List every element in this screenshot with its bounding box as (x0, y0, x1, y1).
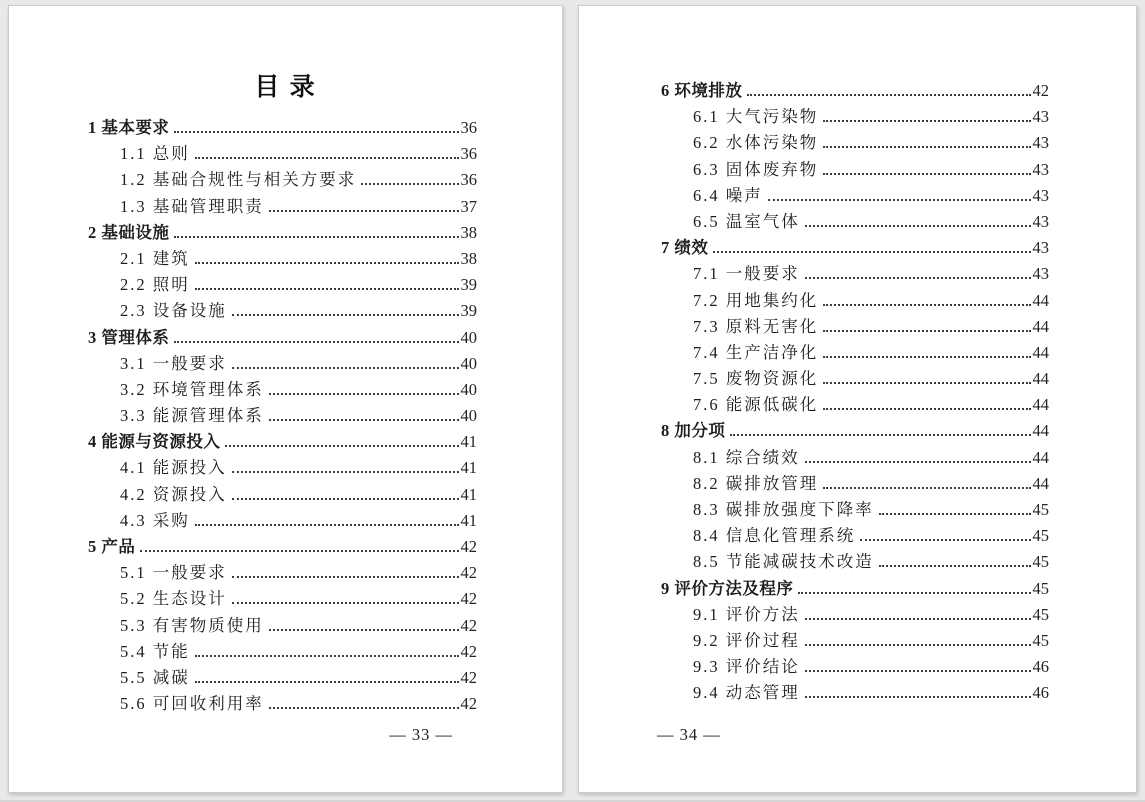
dot-leader (232, 367, 459, 369)
toc-entry-page-number: 42 (460, 667, 477, 687)
toc-entry[interactable] (661, 575, 1049, 601)
toc-entry-page-number: 42 (460, 694, 477, 714)
toc-entry[interactable] (661, 470, 1049, 496)
dot-leader (823, 408, 1030, 410)
toc-entry-page-number: 42 (460, 641, 477, 661)
toc-entry-label: 4.2 资源投入 (120, 484, 227, 504)
dot-leader (823, 173, 1030, 175)
toc-entry-label: 8.1 综合绩效 (693, 447, 800, 467)
dot-leader (860, 539, 1030, 541)
toc-entry-page-number: 43 (1032, 133, 1049, 153)
dot-leader (805, 696, 1031, 698)
toc-entry-label: 1.2 基础合规性与相关方要求 (120, 170, 357, 190)
toc-entry[interactable] (88, 245, 477, 271)
toc-entry-page-number: 43 (1032, 107, 1049, 127)
page-number-footer-33: — 33 — (389, 725, 453, 744)
dot-leader (269, 210, 459, 212)
toc-entry-page-number: 41 (460, 510, 477, 530)
toc-entry-page-number: 38 (460, 222, 477, 242)
toc-entry-label: 9.2 评价过程 (693, 630, 800, 650)
dot-leader (195, 157, 459, 159)
toc-entry-label: 7.5 废物资源化 (693, 369, 819, 389)
toc-entry[interactable] (88, 166, 477, 192)
toc-entry-page-number: 41 (460, 484, 477, 504)
toc-entry-page-number: 36 (460, 144, 477, 164)
dot-leader (823, 356, 1030, 358)
toc-entry-label: 1.3 基础管理职责 (120, 196, 264, 216)
toc-entry-page-number: 41 (460, 432, 477, 452)
toc-entry-page-number: 45 (1032, 526, 1049, 546)
toc-entry-label: 8 加分项 (661, 421, 726, 441)
dot-leader (805, 644, 1031, 646)
dot-leader (140, 550, 458, 552)
toc-entry-page-number: 40 (460, 406, 477, 426)
toc-entry-label: 3.2 环境管理体系 (120, 379, 264, 399)
dot-leader (823, 487, 1030, 489)
toc-entry-label: 8.3 碳排放强度下降率 (693, 500, 874, 519)
dot-leader (269, 707, 459, 709)
dot-leader (805, 461, 1031, 463)
toc-entry[interactable] (661, 601, 1049, 627)
toc-entry-page-number: 38 (460, 248, 477, 268)
toc-entry[interactable] (88, 324, 477, 350)
toc-entry-label: 5.3 有害物质使用 (120, 615, 264, 635)
toc-entry-page-number: 44 (1032, 316, 1049, 336)
toc-entry-label: 7.3 原料无害化 (693, 316, 819, 336)
toc-entry-label: 4 能源与资源投入 (88, 432, 221, 452)
dot-leader (232, 314, 459, 316)
toc-entry-page-number: 37 (460, 196, 477, 216)
toc-entry-page-number: 43 (1032, 185, 1049, 205)
toc-entry[interactable] (88, 350, 477, 376)
dot-leader (805, 225, 1031, 227)
toc-entry[interactable] (661, 339, 1049, 365)
toc-entry[interactable] (88, 481, 477, 507)
toc-entry[interactable] (88, 376, 477, 402)
toc-entry[interactable] (661, 627, 1049, 653)
toc-entry[interactable] (661, 208, 1049, 234)
toc-entry[interactable] (661, 653, 1049, 679)
document-page-34 (578, 5, 1137, 793)
toc-entry-label: 5.1 一般要求 (120, 563, 227, 583)
toc-entry-label: 3.1 一般要求 (120, 353, 227, 373)
toc-entry[interactable] (88, 612, 477, 638)
dot-leader (269, 419, 459, 421)
toc-entry-page-number: 40 (460, 327, 477, 347)
toc-entry-page-number: 36 (460, 118, 477, 137)
toc-entry-page-number: 46 (1032, 657, 1049, 677)
toc-entry-label: 5.4 节能 (120, 641, 190, 661)
toc-entry[interactable] (661, 182, 1049, 208)
toc-entry-label: 2.3 设备设施 (120, 301, 227, 321)
toc-entry[interactable] (661, 103, 1049, 129)
toc-entry-page-number: 45 (1032, 552, 1049, 572)
toc-entry-page-number: 43 (1032, 238, 1049, 258)
toc-entry[interactable] (88, 402, 477, 428)
toc-entry-page-number: 43 (1032, 159, 1049, 179)
toc-entry[interactable] (88, 664, 477, 690)
toc-entry[interactable] (88, 690, 477, 716)
toc-entry[interactable] (661, 287, 1049, 313)
toc-entry-page-number: 44 (1032, 395, 1049, 415)
toc-entry[interactable] (661, 260, 1049, 286)
toc-entry[interactable] (88, 533, 477, 559)
dot-leader (269, 393, 459, 395)
toc-entry-page-number: 44 (1032, 369, 1049, 389)
dot-leader (225, 445, 458, 447)
toc-entry-label: 6.5 温室气体 (693, 211, 800, 231)
toc-entry-label: 7.1 一般要求 (693, 264, 800, 284)
toc-entry-label: 2.1 建筑 (120, 248, 190, 268)
toc-entry[interactable] (661, 417, 1049, 443)
toc-entry-label: 3 管理体系 (88, 327, 170, 347)
dot-leader (195, 288, 459, 290)
toc-entry[interactable] (661, 444, 1049, 470)
toc-entry-page-number: 40 (460, 353, 477, 373)
dot-leader (713, 251, 1030, 253)
toc-entry-label: 1 基本要求 (88, 118, 170, 137)
toc-entry-page-number: 39 (460, 301, 477, 321)
toc-entry[interactable] (88, 271, 477, 297)
toc-entry[interactable] (88, 507, 477, 533)
toc-entry[interactable] (88, 428, 477, 454)
dot-leader (361, 183, 458, 185)
dot-leader (823, 146, 1030, 148)
toc-entry-label: 5.6 可回收利用率 (120, 694, 264, 714)
toc-entry-label: 9.4 动态管理 (693, 683, 800, 703)
dot-leader (823, 330, 1030, 332)
dot-leader (195, 681, 459, 683)
toc-entry[interactable] (661, 77, 1049, 103)
toc-entry-page-number: 45 (1032, 500, 1049, 519)
toc-list-right (661, 77, 1049, 706)
dot-leader (269, 629, 459, 631)
toc-entry[interactable] (88, 114, 477, 140)
toc-entry-page-number: 41 (460, 458, 477, 478)
toc-entry-page-number: 45 (1032, 604, 1049, 624)
dot-leader (879, 565, 1031, 567)
dot-leader (195, 655, 459, 657)
toc-entry-page-number: 40 (460, 379, 477, 399)
toc-entry-label: 1.1 总则 (120, 144, 190, 164)
toc-title: 目 录 (254, 74, 317, 101)
dot-leader (747, 94, 1030, 96)
toc-entry-page-number: 44 (1032, 342, 1049, 362)
toc-entry[interactable] (661, 391, 1049, 417)
toc-entry[interactable] (661, 129, 1049, 155)
toc-entry-label: 7.2 用地集约化 (693, 290, 819, 310)
toc-entry-page-number: 46 (1032, 683, 1049, 703)
toc-entry-label: 7 绩效 (661, 238, 709, 258)
dot-leader (805, 277, 1031, 279)
dot-leader (805, 670, 1031, 672)
toc-entry-label: 6.2 水体污染物 (693, 133, 819, 153)
toc-entry[interactable] (88, 638, 477, 664)
toc-entry-page-number: 43 (1032, 264, 1049, 284)
toc-entry-page-number: 42 (460, 563, 477, 583)
toc-entry-page-number: 36 (460, 170, 477, 190)
toc-entry-label: 2.2 照明 (120, 275, 190, 295)
toc-entry-label: 6.4 噪声 (693, 185, 763, 205)
toc-entry-page-number: 42 (460, 615, 477, 635)
toc-entry-page-number: 44 (1032, 421, 1049, 441)
toc-entry[interactable] (661, 679, 1049, 705)
toc-entry-label: 6 环境排放 (661, 81, 743, 100)
toc-list-left (88, 114, 477, 716)
toc-entry[interactable] (88, 219, 477, 245)
dot-leader (798, 592, 1030, 594)
dot-leader (174, 236, 458, 238)
toc-entry[interactable] (88, 297, 477, 323)
toc-entry-label: 8.5 节能减碳技术改造 (693, 552, 874, 572)
dot-leader (232, 498, 459, 500)
toc-entry-page-number: 42 (1032, 81, 1049, 100)
toc-entry-label: 2 基础设施 (88, 222, 170, 242)
toc-entry[interactable] (88, 140, 477, 166)
page-number-footer-34: — 34 — (657, 725, 721, 744)
toc-entry-label: 6.3 固体废弃物 (693, 159, 819, 179)
toc-entry[interactable] (88, 585, 477, 611)
toc-entry-label: 8.4 信息化管理系统 (693, 526, 856, 546)
toc-entry-label: 9.3 评价结论 (693, 657, 800, 677)
toc-entry-label: 5.2 生态设计 (120, 589, 227, 609)
toc-entry-page-number: 42 (460, 589, 477, 609)
toc-entry[interactable] (661, 522, 1049, 548)
toc-entry[interactable] (661, 548, 1049, 574)
toc-entry[interactable] (88, 193, 477, 219)
toc-entry[interactable] (88, 559, 477, 585)
toc-entry-label: 9.1 评价方法 (693, 604, 800, 624)
toc-entry-label: 7.6 能源低碳化 (693, 395, 819, 415)
dot-leader (768, 199, 1031, 201)
toc-entry[interactable] (661, 234, 1049, 260)
toc-entry-page-number: 44 (1032, 473, 1049, 493)
dot-leader (174, 341, 458, 343)
toc-entry-label: 7.4 生产洁净化 (693, 342, 819, 362)
toc-entry-page-number: 44 (1032, 290, 1049, 310)
dot-leader (174, 131, 458, 133)
dot-leader (805, 618, 1031, 620)
toc-entry-label: 9 评价方法及程序 (661, 578, 794, 598)
toc-entry-page-number: 45 (1032, 578, 1049, 598)
toc-entry[interactable] (661, 313, 1049, 339)
toc-entry-label: 4.3 采购 (120, 510, 190, 530)
toc-entry-page-number: 44 (1032, 447, 1049, 467)
toc-entry-label: 5.5 减碳 (120, 667, 190, 687)
toc-entry-label: 5 产品 (88, 537, 136, 556)
dot-leader (730, 434, 1030, 436)
toc-entry-page-number: 39 (460, 275, 477, 295)
toc-entry-label: 4.1 能源投入 (120, 458, 227, 478)
toc-entry[interactable] (661, 496, 1049, 522)
dot-leader (232, 471, 459, 473)
toc-entry-page-number: 45 (1032, 630, 1049, 650)
toc-entry-label: 8.2 碳排放管理 (693, 473, 819, 493)
dot-leader (823, 304, 1030, 306)
toc-entry-page-number: 42 (460, 537, 477, 556)
toc-entry-label: 3.3 能源管理体系 (120, 406, 264, 426)
toc-entry-label: 6.1 大气污染物 (693, 107, 819, 127)
dot-leader (195, 524, 459, 526)
dot-leader (232, 602, 459, 604)
dot-leader (823, 120, 1030, 122)
toc-entry[interactable] (661, 156, 1049, 182)
document-page-33 (8, 5, 563, 793)
toc-entry[interactable] (661, 365, 1049, 391)
toc-entry-page-number: 43 (1032, 211, 1049, 231)
dot-leader (232, 576, 459, 578)
dot-leader (879, 513, 1031, 515)
toc-entry[interactable] (88, 454, 477, 480)
dot-leader (195, 262, 459, 264)
dot-leader (823, 382, 1030, 384)
